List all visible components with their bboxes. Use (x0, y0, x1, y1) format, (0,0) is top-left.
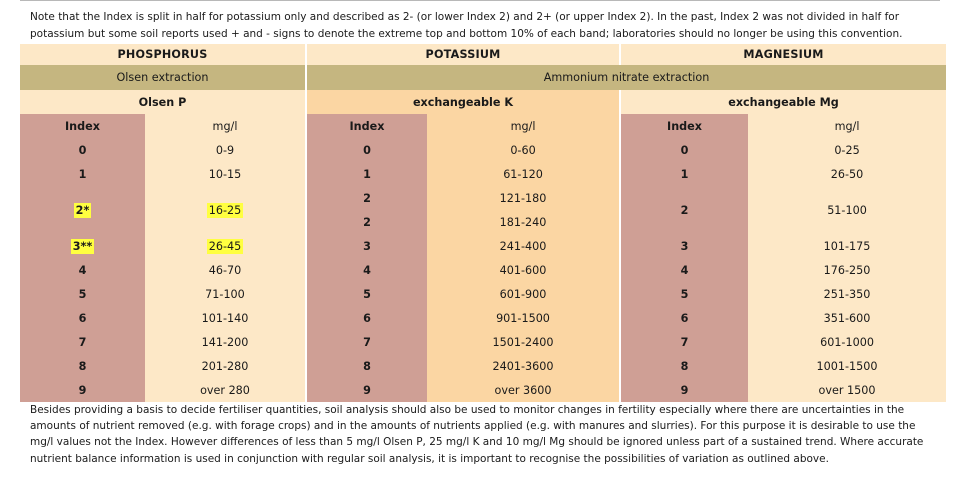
m-index-cell: 4 (620, 258, 748, 282)
p-index-cell: 1 (20, 162, 145, 186)
m-value-cell: 176-250 (748, 258, 946, 282)
k-index-cell: 1 (306, 162, 427, 186)
table-row (20, 330, 946, 354)
m-value-cell: 0-25 (748, 138, 946, 162)
k-index-cell: 2 (306, 186, 427, 210)
measure-potassium: exchangeable K (306, 90, 620, 114)
highlight-mark: 2* (75, 203, 90, 217)
table-row (20, 306, 946, 330)
k-index-cell: 4 (306, 258, 427, 282)
k-value-cell: 0-60 (427, 138, 620, 162)
col-unit-p: mg/l (145, 114, 306, 138)
m-index-cell: 5 (620, 282, 748, 306)
p-value-cell: 46-70 (145, 258, 306, 282)
k-index-cell: 0 (306, 138, 427, 162)
highlight-mark: 16-25 (208, 203, 242, 217)
m-value-cell: 251-350 (748, 282, 946, 306)
m-value-cell: 101-175 (748, 234, 946, 258)
table-row (20, 162, 946, 186)
k-index-cell: 7 (306, 330, 427, 354)
header-phosphorus: PHOSPHORUS (20, 44, 306, 65)
k-value-cell: 901-1500 (427, 306, 620, 330)
table-row (20, 138, 946, 162)
p-value-cell: 71-100 (145, 282, 306, 306)
m-index-cell: 7 (620, 330, 748, 354)
p-index-cell: 8 (20, 354, 145, 378)
measure-magnesium: exchangeable Mg (620, 90, 946, 114)
table-row (20, 378, 946, 402)
table-row (20, 234, 946, 258)
index-note: Note that the Index is split in half for potassium only and described as 2- (or lower Index 2) and 2+ (or upper Index 2). In the past, Index 2 was not divided in half for potassium but some soil reports used + and - signs to denote the extreme top and bottom 10% of each band; laboratories should no longer be using this convention. (30, 11, 903, 40)
p-index-cell: 6 (20, 306, 145, 330)
p-index-cell (20, 186, 145, 234)
k-value-cell: 61-120 (427, 162, 620, 186)
col-unit-k: mg/l (427, 114, 620, 138)
k-value-cell: 121-180 (427, 186, 620, 210)
m-index-cell: 6 (620, 306, 748, 330)
col-index-k: Index (306, 114, 427, 138)
m-index-cell: 0 (620, 138, 748, 162)
k-value-cell: 601-900 (427, 282, 620, 306)
p-value-cell: 10-15 (145, 162, 306, 186)
header-potassium: POTASSIUM (306, 44, 620, 65)
p-value-cell: 141-200 (145, 330, 306, 354)
soil-index-table (20, 44, 946, 402)
k-index-cell: 3 (306, 234, 427, 258)
k-index-cell: 8 (306, 354, 427, 378)
p-index-cell: 7 (20, 330, 145, 354)
table-row (20, 354, 946, 378)
p-index-cell: 4 (20, 258, 145, 282)
k-index-cell: 6 (306, 306, 427, 330)
m-index-cell: 1 (620, 162, 748, 186)
k-index-cell: 2 (306, 210, 427, 234)
col-index-p: Index (20, 114, 145, 138)
k-value-cell: 241-400 (427, 234, 620, 258)
measure-phosphorus: Olsen P (20, 90, 306, 114)
m-index-cell: 2 (620, 186, 748, 234)
k-value-cell: over 3600 (427, 378, 620, 402)
p-value-cell: 201-280 (145, 354, 306, 378)
m-value-cell: 26-50 (748, 162, 946, 186)
table-row (20, 186, 946, 210)
p-index-cell (20, 234, 145, 258)
p-value-cell (145, 234, 306, 258)
extraction-phosphorus: Olsen extraction (20, 65, 306, 90)
p-index-cell: 9 (20, 378, 145, 402)
k-value-cell: 401-600 (427, 258, 620, 282)
m-index-cell: 9 (620, 378, 748, 402)
table-row (20, 282, 946, 306)
col-index-m: Index (620, 114, 748, 138)
col-unit-m: mg/l (748, 114, 946, 138)
p-value-cell: 0-9 (145, 138, 306, 162)
p-index-cell: 5 (20, 282, 145, 306)
k-index-cell: 9 (306, 378, 427, 402)
highlight-mark: 26-45 (208, 239, 242, 253)
p-value-cell: 101-140 (145, 306, 306, 330)
k-index-cell: 5 (306, 282, 427, 306)
top-divider (20, 0, 940, 1)
m-value-cell: 1001-1500 (748, 354, 946, 378)
k-value-cell: 181-240 (427, 210, 620, 234)
k-value-cell: 1501-2400 (427, 330, 620, 354)
highlight-mark: 3** (72, 239, 93, 253)
m-value-cell: 601-1000 (748, 330, 946, 354)
m-index-cell: 3 (620, 234, 748, 258)
table-row (20, 258, 946, 282)
m-value-cell: over 1500 (748, 378, 946, 402)
p-value-cell: over 280 (145, 378, 306, 402)
m-index-cell: 8 (620, 354, 748, 378)
m-value-cell: 351-600 (748, 306, 946, 330)
m-value-cell: 51-100 (748, 186, 946, 234)
k-value-cell: 2401-3600 (427, 354, 620, 378)
extraction-km: Ammonium nitrate extraction (306, 65, 946, 90)
p-index-cell: 0 (20, 138, 145, 162)
footer-paragraph: Besides providing a basis to decide fertiliser quantities, soil analysis should also be used to monitor changes in fertility especially where there are uncertainties in the amounts of nutrient removed (e.g. with forage crops) and in the amounts of nutrients applied (e.g. with manures and slurries). For this purpose it is desirable to use the mg/l values not the Index. However differences of less than 5 mg/l Olsen P, 25 mg/l K and 10 mg/l Mg should be ignored unless part of a sustained trend. Where accurate nutrient balance information is used in conjunction with regular soil analysis, it is important to recognise the possibilities of variation as outlined above. (30, 404, 924, 465)
header-magnesium: MAGNESIUM (620, 44, 946, 65)
p-value-cell (145, 186, 306, 234)
